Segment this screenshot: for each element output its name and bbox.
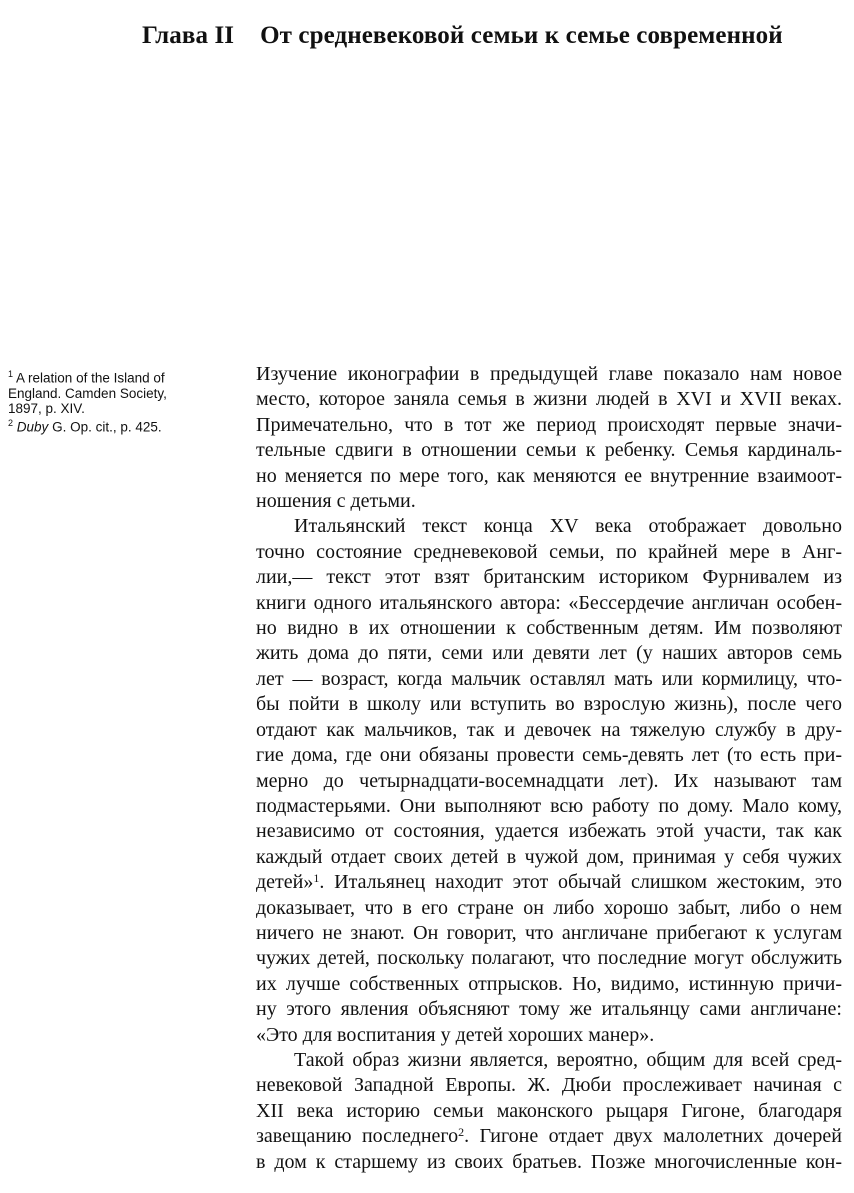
text-line: тельные сдвиги в отношении семьи к ребенку. Семья кардиналь- xyxy=(256,439,842,462)
chapter-title: От средневековой семьи к семье современной xyxy=(260,22,783,49)
text-fragment: . Итальянец находит этот обычай слишком жестоким, это xyxy=(319,871,842,894)
text-line-with-footnote xyxy=(256,1124,842,1149)
text-line: каждый отдает своих детей в чужой дом, принимая у себя чужих xyxy=(256,845,842,868)
text-line: независимо от состояния, удается избежать этой участи, так как xyxy=(256,820,842,843)
footnote-1 xyxy=(8,367,230,386)
text-line: Такой образ жизни является, вероятно, общим для всей сред- xyxy=(294,1048,842,1071)
text-line: Итальянский текст конца XV века отображает довольно xyxy=(294,515,842,538)
footnote-2 xyxy=(8,416,230,435)
footnote-1-line: A relation of the Island of xyxy=(16,370,165,386)
footnote-2-mark: 2 xyxy=(8,417,14,428)
text-line: Примечательно, что в тот же период происходят первые значи- xyxy=(256,413,842,436)
text-fragment: завещанию последнего xyxy=(256,1125,459,1148)
paragraph-1 xyxy=(256,362,842,514)
text-line: мерно до четырнадцати-восемнадцати лет). Их называют там xyxy=(256,769,842,792)
text-line: гие дома, где они обязаны провести семь-девять лет (то есть при- xyxy=(256,744,842,767)
text-line: чужих детей, поскольку полагают, что последние могут обслужить xyxy=(256,947,842,970)
text-line: книги одного итальянского автора: «Бессердечие англичан особен- xyxy=(256,591,842,614)
margin-footnotes xyxy=(8,367,230,434)
text-fragment: . Гигоне отдает двух малолетних дочерей xyxy=(464,1125,842,1148)
text-line: но меняется по мере того, как меняются ее внутренние взаимоот- xyxy=(256,464,842,487)
text-line: отдают как мальчиков, так и девочек на тяжелую службу в дру- xyxy=(256,718,842,741)
chapter-header xyxy=(142,22,842,50)
text-line: ничего не знают. Он говорит, что англичане прибегают к услугам xyxy=(256,921,842,944)
text-fragment: детей» xyxy=(256,871,314,894)
text-line: «Это для воспитания у детей хороших манер». xyxy=(256,1023,655,1046)
text-line: доказывает, что в его стране он либо хорошо забыт, либо о нем xyxy=(256,896,842,919)
text-line: ношения с детьми. xyxy=(256,490,416,513)
text-line: жить дома до пяти, семи или девяти лет (у наших авторов семь xyxy=(256,642,842,665)
text-line: их лучше собственных отпрысков. Но, видимо, истинную причи- xyxy=(256,972,842,995)
text-line: Изучение иконографии в предыдущей главе показало нам новое xyxy=(256,363,842,385)
footnote-1-line: 1897, p. XIV. xyxy=(8,400,85,416)
text-line: подмастерьями. Они выполняют всю работу по дому. Мало кому, xyxy=(256,794,842,817)
text-line: XII века историю семьи маконского рыцаря Гигоне, благодаря xyxy=(256,1099,842,1122)
text-line: лии,— текст этот взят британским историком Фурнивалем из xyxy=(256,566,842,589)
text-line: но видно в их отношении к собственным детям. Им позволяют xyxy=(256,617,842,640)
text-line: лет — возраст, когда мальчик оставлял мать или кормилицу, что- xyxy=(256,667,842,690)
text-line: бы пойти в школу или вступить во взрослую жизнь), после чего xyxy=(256,693,842,716)
text-line: место, которое заняла семья в жизни людей в XVI и XVII веках. xyxy=(256,388,842,411)
paragraph-2 xyxy=(256,514,842,1048)
text-line: в дом к старшему из своих братьев. Позже многочисленные кон- xyxy=(256,1150,842,1173)
footnote-2-author: Duby xyxy=(16,419,49,434)
footnote-ref-2[interactable]: 2 xyxy=(458,1125,465,1140)
chapter-number: Глава II xyxy=(142,22,235,49)
footnote-1-mark: 1 xyxy=(8,369,14,379)
text-line: невековой Западной Европы. Ж. Дюби прослеживает начиная с xyxy=(256,1074,842,1097)
footnote-1-line: England. Camden Society, xyxy=(8,385,167,401)
text-line-with-footnote xyxy=(256,870,842,895)
body-text xyxy=(256,362,842,1175)
footnote-2-citation: G. Op. cit., p. 425. xyxy=(52,419,162,434)
text-line: ну этого явления объясняют тому же итальянцу сами англичане: xyxy=(256,998,842,1021)
paragraph-3 xyxy=(256,1048,842,1175)
text-line: точно состояние средневековой семьи, по крайней мере в Анг- xyxy=(256,540,842,563)
footnote-ref-1[interactable]: 1 xyxy=(313,871,320,886)
